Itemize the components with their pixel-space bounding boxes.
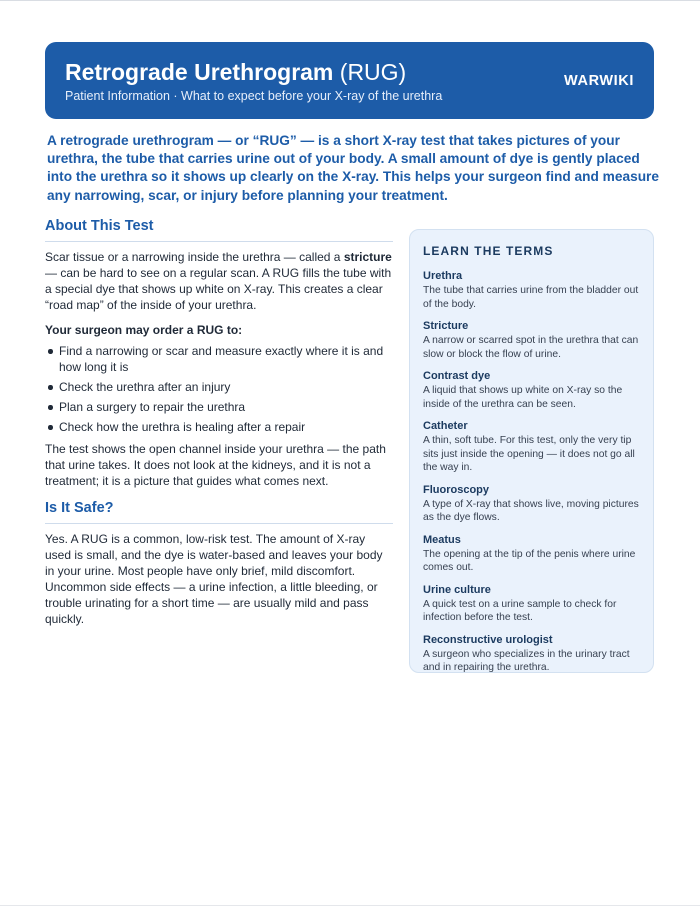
- about-paragraph-1: [45, 249, 393, 313]
- about-paragraph-2: The test shows the open channel inside your urethra — the path that urine takes. It does not look at the kidneys, and it is not a treatment; it is a picture that guides what comes next.: [45, 442, 386, 488]
- about-p1-end: — can be hard to see on a regular scan. A RUG fills the tube with a special dye that shows up white on X-ray. This creates a clear “road map” of the inside of your urethra.: [45, 266, 392, 312]
- glossary-term: Contrast dye: [423, 370, 491, 382]
- list-item: Plan a surgery to repair the urethra: [45, 399, 393, 415]
- glossary-definition: A surgeon who specializes in the urinary tract and in repairing the urethra.: [423, 648, 630, 673]
- about-heading: About This Test: [45, 216, 393, 242]
- glossary-item: [423, 483, 640, 525]
- stricture-term: stricture: [343, 250, 392, 264]
- glossary-term: Catheter: [423, 420, 468, 432]
- glossary-item: [423, 419, 640, 475]
- glossary-definition: The tube that carries urine from the bladder out of the body.: [423, 285, 639, 310]
- glossary-term: Reconstructive urologist: [423, 633, 553, 646]
- safety-paragraph: Yes. A RUG is a common, low-risk test. The amount of X-ray used is small, and the dye is water-based and leaves your body in your urine. Most people have only brief, mild discomfort. Uncommon side effects — a urine infection, a little bleeding, or trouble urinating for a short time — are usually mild and pass quickly.: [45, 532, 383, 626]
- page-title-abbreviation: (RUG): [339, 59, 407, 85]
- brand-logo: WARWIKI: [564, 73, 634, 89]
- glossary-item: [423, 369, 640, 411]
- glossary-item: [423, 533, 640, 575]
- glossary-definition: A narrow or scarred spot in the urethra that can slow or block the flow of urine.: [423, 335, 639, 360]
- page-title: [65, 58, 406, 86]
- glossary-term: Urethra: [423, 270, 463, 282]
- glossary-term: Fluoroscopy: [423, 483, 490, 496]
- glossary-item: [423, 269, 640, 311]
- glossary-item: [423, 583, 640, 625]
- list-item: Check the urethra after an injury: [45, 379, 393, 395]
- glossary-heading: LEARN THE TERMS: [423, 244, 554, 258]
- glossary-term: Meatus: [423, 533, 461, 546]
- page-title-main: Retrograde Urethrogram: [65, 59, 334, 85]
- glossary-definition: A quick test on a urine sample to check for infection before the test.: [423, 598, 617, 623]
- glossary-definition: The opening at the tip of the penis where urine comes out.: [423, 548, 636, 573]
- glossary-panel: [409, 229, 654, 673]
- list-item: Check how the urethra is healing after a repair: [45, 419, 393, 435]
- glossary-definition: A type of X-ray that shows live, moving pictures as the dye flows.: [423, 498, 639, 523]
- glossary-definition: A thin, soft tube. For this test, only the very tip sits just inside the opening — it does not go all the way in.: [423, 435, 635, 473]
- glossary-term: Stricture: [423, 320, 469, 332]
- reasons-list: [45, 343, 393, 435]
- page-subtitle: Patient Information · What to expect before your X-ray of the urethra: [65, 89, 443, 103]
- list-item: Find a narrowing or scar and measure exactly where it is and how long it is: [45, 343, 393, 375]
- glossary-item: [423, 319, 640, 361]
- safety-heading: Is It Safe?: [45, 498, 393, 524]
- main-column: [45, 216, 393, 636]
- glossary-definition: A liquid that shows up white on X-ray so the inside of the urethra can be seen.: [423, 385, 623, 410]
- intro-paragraph: A retrograde urethrogram — or “RUG” — is a short X-ray test that takes pictures of your urethra, the tube that carries urine out of your body. A small amount of dye is gently placed into the urethra so it shows up clearly on the X-ray. This helps your surgeon find and measure any narrowing, scar, or injury before planning your treatment.: [47, 133, 659, 203]
- top-divider: [0, 0, 700, 1]
- about-p1-start: Scar tissue or a narrowing inside the urethra — called a: [45, 250, 344, 264]
- glossary-item: [423, 633, 640, 675]
- reasons-lead: Your surgeon may order a RUG to:: [45, 323, 243, 337]
- glossary-term: Urine culture: [423, 583, 491, 596]
- header-banner: [45, 42, 654, 119]
